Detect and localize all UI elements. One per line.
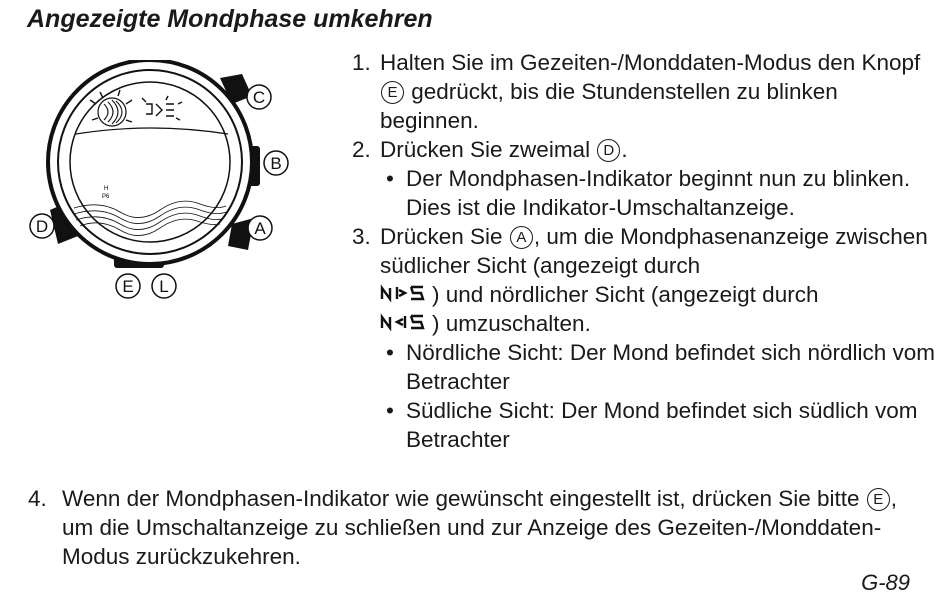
button-a-label: A (254, 219, 266, 238)
step-number: 1. (352, 50, 371, 75)
button-b-label: B (270, 154, 282, 173)
button-c-label: C (252, 88, 266, 107)
lcd-p6-label: P6 (102, 194, 110, 200)
step-number: 4. (28, 486, 47, 511)
button-a-symbol: A (510, 226, 533, 249)
step-text: Drücken Sie (380, 224, 503, 249)
button-d-symbol: D (597, 139, 620, 162)
button-e-symbol: E (867, 488, 890, 511)
step-text: gedrückt, bis die Stundenstellen zu blinken beginnen. (380, 79, 838, 133)
step-2-note (352, 164, 942, 222)
step-3 (352, 222, 942, 338)
step-4 (28, 484, 928, 571)
step-text: Halten Sie im Gezeiten-/Monddaten-Modus den Knopf (380, 50, 921, 75)
bullet: • (386, 166, 394, 191)
note-text: Nördliche Sicht: Der Mond befindet sich nördlich vom Betrachter (406, 340, 935, 394)
step-2 (352, 135, 942, 164)
note-text: Südliche Sicht: Der Mond befindet sich südlich vom Betrachter (406, 398, 918, 452)
step-text: ) und nördlicher Sicht (angezeigt durch (432, 282, 819, 307)
step-text: Drücken Sie zweimal (380, 137, 591, 162)
step-3-note-south (352, 396, 942, 454)
step-1 (352, 48, 942, 135)
page-number: G-89 (861, 570, 910, 595)
step-number: 2. (352, 137, 371, 162)
step-text: , um die Umschaltanzeige zu schließen und zur Anzeige des Gezeiten-/Monddaten-Modus zurückzukehren. (62, 486, 898, 569)
instruction-steps (352, 48, 942, 454)
button-l-label: L (159, 277, 169, 296)
south-view-lcd-icon (380, 284, 432, 302)
note-text: Der Mondphasen-Indikator beginnt nun zu blinken. Dies ist die Indikator-Umschaltanzeige. (406, 166, 911, 220)
lcd-h-label: H (104, 186, 109, 192)
button-d-label: D (35, 217, 49, 236)
step-text: , um die Mondphasenanzeige zwischen südlicher Sicht (angezeigt durch (380, 224, 928, 278)
step-text: Wenn der Mondphasen-Indikator wie gewünscht eingestellt ist, drücken Sie bitte (62, 486, 860, 511)
page-title: Angezeigte Mondphase umkehren (27, 5, 433, 33)
step-text: . (621, 137, 628, 162)
button-e-label: E (122, 277, 134, 296)
button-e-symbol: E (381, 81, 404, 104)
bullet: • (386, 340, 394, 365)
step-number: 3. (352, 224, 371, 249)
north-view-lcd-icon (380, 313, 432, 331)
bullet: • (386, 398, 394, 423)
step-text: ) umzuschalten. (432, 311, 591, 336)
watch-illustration (20, 60, 320, 305)
step-3-note-north (352, 338, 942, 396)
